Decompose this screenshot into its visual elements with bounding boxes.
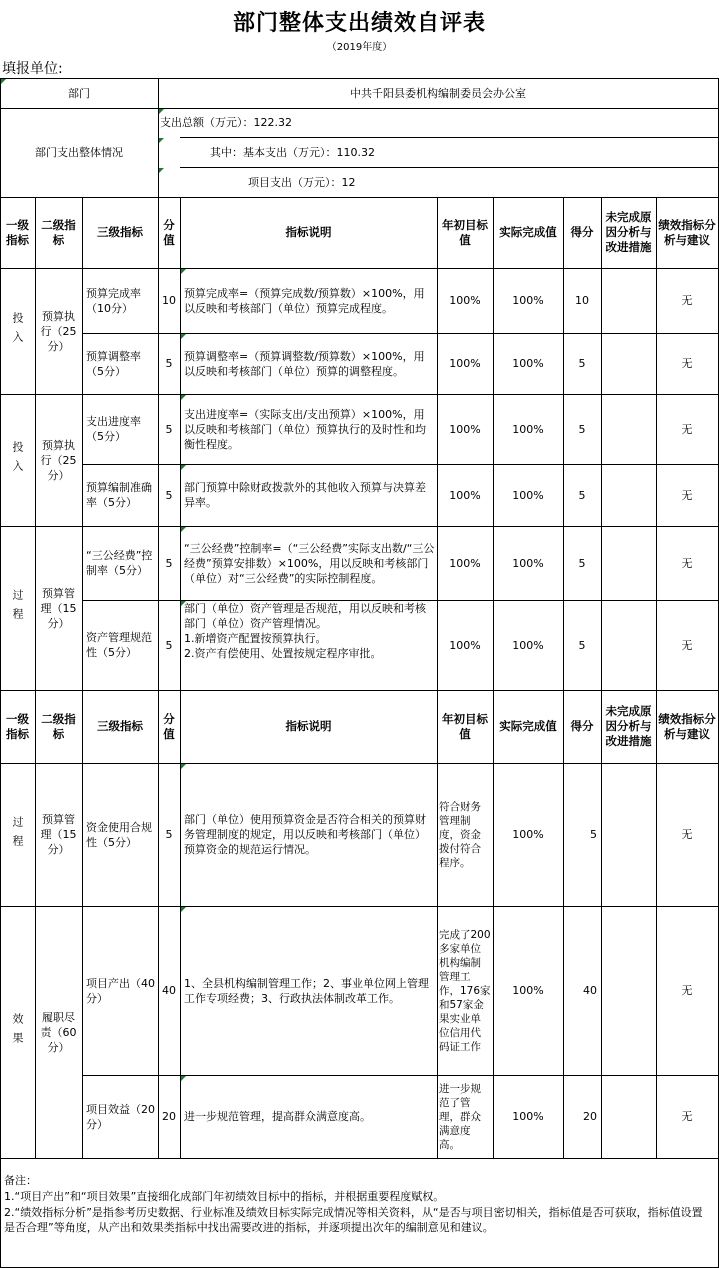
l1-indicator: 效果: [11, 1013, 24, 1051]
actual-value-cell: 100%: [512, 638, 544, 652]
l1-indicator: 过程: [11, 815, 24, 854]
score-cell: 5: [578, 422, 586, 436]
actual-value-cell: 100%: [512, 556, 544, 570]
actual-value-cell: 100%: [512, 984, 544, 997]
advice-cell: 无: [681, 984, 693, 997]
table-border: [656, 197, 657, 1159]
description-cell: 部门（单位）资产管理是否规范，用以反映和考核部门（单位）资产管理情况。 1.新增资产配置按预算执行。 2.资产有偿使用、处置按规定程序审批。: [184, 602, 426, 660]
table-border: [82, 197, 83, 1159]
table-border: [0, 1158, 719, 1159]
reason-cell: [603, 465, 654, 525]
score-value-cell: 5: [165, 556, 173, 570]
actual-value-cell: 100%: [512, 357, 544, 370]
reason-header-2: 未完成原因分析与改进措施: [605, 704, 652, 748]
cell-comment-marker: [159, 168, 164, 173]
cell-comment-marker: [181, 334, 186, 339]
score-cell: 20: [583, 1110, 597, 1123]
score-value-cell: 5: [165, 638, 173, 652]
cell-comment-marker: [181, 527, 186, 532]
reason-cell: [603, 334, 654, 393]
advice-header-2: 绩效指标分析与建议: [658, 711, 716, 741]
score-cell: 5: [578, 556, 586, 570]
l1-indicator: 过程: [11, 589, 24, 627]
table-border: [601, 197, 602, 1159]
reason-cell: [603, 527, 654, 599]
target-value-cell: 完成了200多家单位机构编制管理工作，176家和57家金果实业单位信用代码证工作: [439, 928, 491, 1053]
table-border: [437, 197, 438, 1159]
target-value-cell: 100%: [449, 638, 481, 652]
target-value-cell: 100%: [449, 357, 481, 370]
score-value-cell: 20: [162, 1110, 176, 1123]
cell-comment-marker: [159, 109, 164, 114]
description-cell: 部门（单位）使用预算资金是否符合相关的预算财务管理制度的规定，用以反映和考核部门（单位）预算资金的规范运行情况。: [184, 813, 426, 856]
description-cell: 预算完成率=（预算完成数/预算数）×100%，用以反映和考核部门（单位）预算完成程度。: [184, 286, 425, 315]
cell-comment-marker: [181, 269, 186, 274]
score-value-header-2: 分值: [163, 711, 175, 741]
reason-cell: [603, 269, 654, 332]
description-header-2: 指标说明: [285, 719, 332, 733]
score-value-cell: 5: [165, 357, 173, 370]
actual-value-cell: 100%: [512, 422, 544, 436]
target-value-cell: 100%: [449, 294, 481, 307]
dept-label-cell: 部门: [68, 86, 90, 100]
table-border: [35, 197, 36, 1159]
l2-indicator: 履职尽责（60分）: [40, 1010, 77, 1054]
target-value-cell: 100%: [449, 422, 481, 436]
l3-indicator: 支出进度率（5分）: [86, 415, 141, 443]
l1-indicator: 投入: [11, 441, 24, 479]
l2-indicator: 预算管理（15分）: [40, 813, 77, 856]
table-border: [158, 197, 159, 1159]
basic-expense-cell: 其中：基本支出（万元）：110.32: [210, 145, 375, 159]
cell-comment-marker: [181, 465, 186, 470]
l1-header-1: 一级指标: [6, 217, 29, 247]
score-cell: 5: [578, 638, 586, 652]
score-value-cell: 5: [165, 828, 173, 841]
l3-indicator: 项目产出（40分）: [86, 976, 155, 1005]
actual-value-cell: 100%: [512, 294, 544, 307]
l3-indicator: 项目效益（20分）: [86, 1102, 155, 1131]
description-cell: 支出进度率=（实际支出/支出预算）×100%，用以反映和考核部门（单位）预算执行的及时性和均衡性程度。: [184, 407, 426, 451]
reason-cell: [603, 601, 654, 689]
page-title: 部门整体支出绩效自评表: [232, 11, 486, 36]
project-expense-cell: 项目支出（万元）：12: [248, 175, 356, 189]
score-value-cell: 40: [162, 984, 176, 997]
target-value-cell: 100%: [449, 488, 481, 502]
target-header-1: 年初目标值: [442, 217, 488, 247]
cell-comment-marker: [159, 138, 164, 143]
advice-header-1: 绩效指标分析与建议: [658, 217, 716, 247]
l2-indicator: 预算执行（25分）: [40, 438, 77, 482]
description-header-1: 指标说明: [285, 225, 332, 239]
target-header-2: 年初目标值: [442, 711, 488, 741]
l2-indicator: 预算执行（25分）: [40, 309, 77, 353]
score-header-2: 得分: [570, 719, 594, 733]
score-value-header-1: 分值: [163, 217, 175, 247]
advice-cell: 无: [681, 488, 693, 502]
target-value-cell: 进一步规范了管理，群众满意度高。: [439, 1082, 481, 1151]
cell-comment-marker: [181, 395, 186, 400]
actual-header-1: 实际完成值: [499, 225, 557, 239]
l2-header-2: 二级指标: [41, 711, 76, 741]
advice-cell: 无: [681, 422, 693, 436]
advice-cell: 无: [681, 638, 693, 652]
l3-header-1: 三级指标: [97, 225, 143, 239]
score-cell: 5: [578, 488, 586, 502]
description-cell: “三公经费”控制率=（“三公经费”实际支出数/“三公经费”预算安排数）×100%，用以反映和考核部门（单位）对“三公经费”的实际控制程度。: [184, 541, 435, 585]
reporting-unit-label: 填报单位:: [2, 61, 63, 77]
description-cell: 部门预算中除财政拨款外的其他收入预算与决算差异率。: [184, 481, 426, 509]
l1-header-2: 一级指标: [6, 711, 29, 741]
reason-cell: [603, 395, 654, 463]
cell-comment-marker: [181, 601, 186, 606]
score-value-cell: 5: [165, 422, 173, 436]
description-cell: 进一步规范管理，提高群众满意度高。: [184, 1110, 371, 1123]
score-cell: 5: [578, 357, 586, 370]
table-border: [493, 197, 494, 1159]
l3-indicator: 预算完成率（10分）: [86, 286, 141, 315]
cell-comment-marker: [181, 764, 186, 769]
cell-comment-marker: [181, 1076, 186, 1081]
actual-header-2: 实际完成值: [499, 719, 557, 733]
l2-header-1: 二级指标: [41, 217, 76, 247]
advice-cell: 无: [681, 294, 693, 307]
score-cell: 40: [583, 984, 597, 997]
note-item: 2.“绩效指标分析”是指参考历史数据、行业标准及绩效目标实际完成情况等相关资料，从“是否与项目密切相关，指标值是否可获取，指标值设置是否合理”等角度，从产出和效果类指标中找出需要改进的指标，并逐项提出次年的编制意见和建议。: [4, 1206, 703, 1234]
table-border: [0, 78, 1, 197]
l3-header-2: 三级指标: [97, 719, 143, 733]
advice-cell: 无: [681, 357, 693, 370]
l1-indicator: 投入: [11, 312, 24, 350]
l3-indicator: 预算调整率（5分）: [86, 349, 141, 378]
actual-value-cell: 100%: [512, 828, 544, 841]
l3-indicator: 资金使用合规性（5分）: [86, 820, 152, 849]
table-border: [0, 1158, 1, 1268]
l2-indicator: 预算管理（15分）: [40, 586, 77, 630]
advice-cell: 无: [681, 556, 693, 570]
reason-cell: [603, 764, 654, 905]
reason-cell: [603, 1076, 654, 1157]
score-cell: 10: [575, 294, 589, 307]
page-subtitle: （2019年度）: [326, 42, 393, 53]
score-value-cell: 5: [165, 488, 173, 502]
note-item: 1.“项目产出”和“项目效果”直接细化成部门年初绩效目标中的指标，并根据重要程度赋权。: [4, 1190, 445, 1203]
advice-cell: 无: [681, 828, 693, 841]
dept-name-cell: 中共千阳县委机构编制委员会办公室: [350, 86, 526, 100]
l3-indicator: 资产管理规范性（5分）: [86, 631, 152, 659]
reason-header-1: 未完成原因分析与改进措施: [605, 210, 652, 254]
advice-cell: 无: [681, 1110, 693, 1123]
score-cell: 5: [590, 828, 597, 841]
total-expense-cell: 支出总额（万元）：122.32: [160, 116, 292, 129]
notes-heading: 备注：: [4, 1174, 37, 1187]
score-header-1: 得分: [570, 225, 594, 239]
table-border: [180, 197, 181, 1159]
reason-cell: [603, 907, 654, 1074]
cell-comment-marker: [1, 79, 6, 84]
description-cell: 1、全县机构编制管理工作；2、事业单位网上管理工作专项经费；3、行政执法体制改革工作。: [184, 976, 429, 1005]
l3-indicator: “三公经费”控制率（5分）: [86, 549, 153, 577]
description-cell: 预算调整率=（预算调整数/预算数）×100%，用以反映和考核部门（单位）预算的调整程度。: [184, 349, 425, 378]
table-border: [563, 197, 564, 1159]
target-value-cell: 100%: [449, 556, 481, 570]
l3-indicator: 预算编制准确率（5分）: [86, 481, 152, 509]
overall-label-cell: 部门支出整体情况: [35, 146, 123, 159]
actual-value-cell: 100%: [512, 488, 544, 502]
cell-comment-marker: [181, 907, 186, 912]
target-value-cell: 符合财务管理制度，资金拨付符合程序。: [439, 800, 481, 869]
score-value-cell: 10: [162, 294, 176, 307]
actual-value-cell: 100%: [512, 1110, 544, 1123]
table-border: [0, 197, 1, 1159]
